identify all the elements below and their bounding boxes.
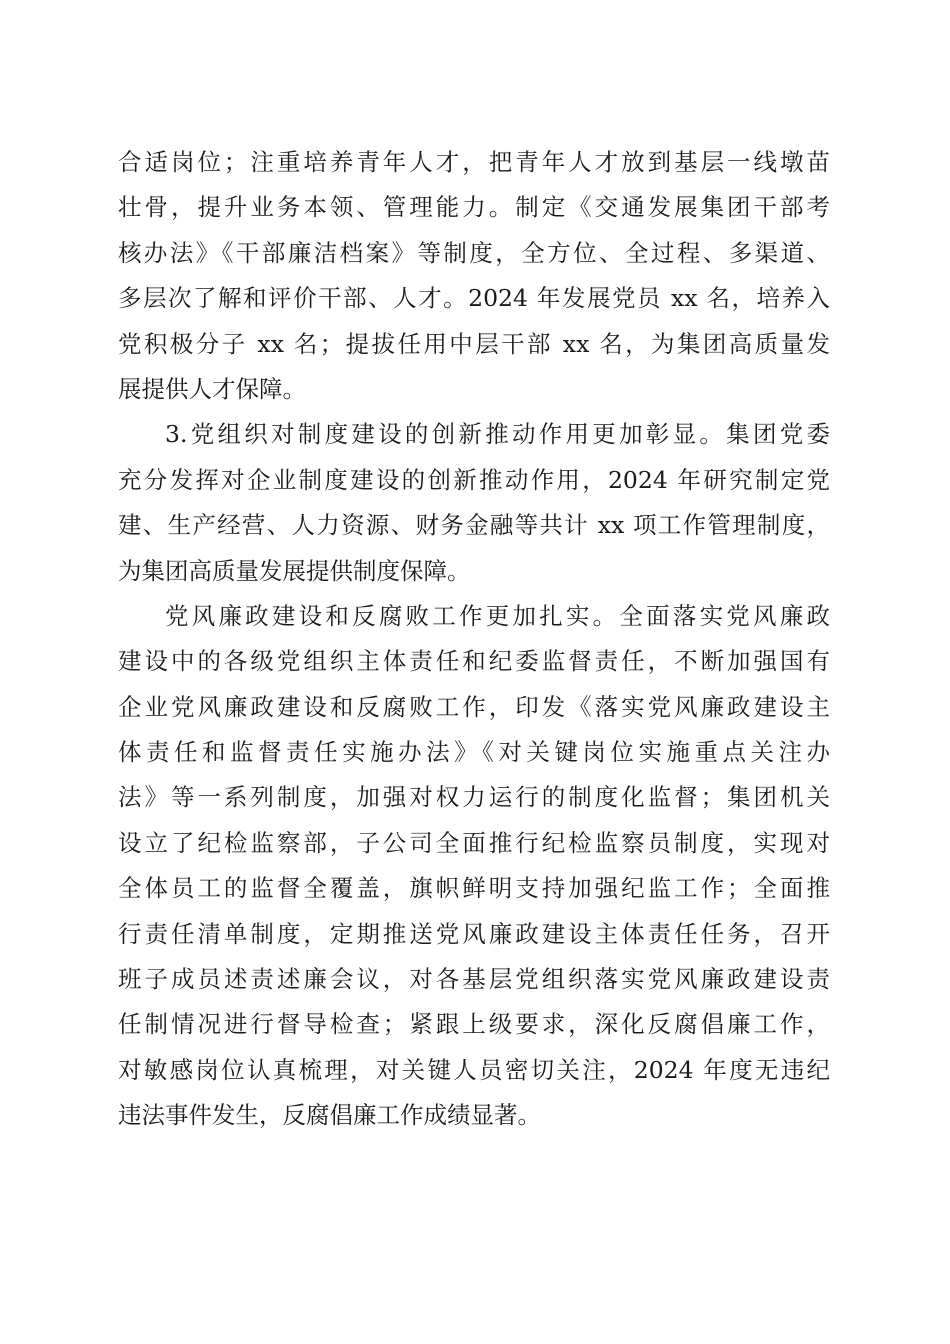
text-line: 建、生产经营、人力资源、财务金融等共计 xx 项工作管理制度， [118,511,830,540]
text-line: 充分发挥对企业制度建设的创新推动作用，2024 年研究制定党 [118,465,830,494]
text-line: 壮骨，提升业务本领、管理能力。制定《交通发展集团干部考 [118,193,830,222]
text-line: 为集团高质量发展提供制度保障。 [118,556,471,585]
text-line: 党积极分子 xx 名；提拔任用中层干部 xx 名，为集团高质量发 [118,329,830,358]
text-line: 企业党风廉政建设和反腐败工作，印发《落实党风廉政建设主 [118,692,830,721]
paragraph-anti-corruption [118,594,830,1139]
text-line: 多层次了解和评价干部、人才。2024 年发展党员 xx 名，培养入 [118,284,830,313]
text-line: 任制情况进行督导检查；紧跟上级要求，深化反腐倡廉工作， [118,1010,830,1039]
text-line: 法》等一系列制度，加强对权力运行的制度化监督；集团机关 [118,783,830,812]
text-line: 班子成员述责述廉会议，对各基层党组织落实党风廉政建设责 [118,965,830,994]
text-line: 对敏感岗位认真梳理，对关键人员密切关注，2024 年度无违纪 [118,1055,830,1084]
text-line: 建设中的各级党组织主体责任和纪委监督责任，不断加强国有 [118,647,830,676]
text-line: 行责任清单制度，定期推送党风廉政建设主体责任任务，召开 [118,919,830,948]
paragraph-system-building [118,412,830,594]
text-line: 违法事件发生，反腐倡廉工作成绩显著。 [118,1101,541,1130]
text-line: 合适岗位；注重培养青年人才，把青年人才放到基层一线墩苗 [118,148,830,176]
text-line: 设立了纪检监察部，子公司全面推行纪检监察员制度，实现对 [118,828,830,857]
paragraph-talent-cultivation [118,140,830,412]
text-line: 核办法》《干部廉洁档案》等制度，全方位、全过程、多渠道、 [118,238,830,267]
text-line: 展提供人才保障。 [118,374,306,403]
text-line: 全体员工的监督全覆盖，旗帜鲜明支持加强纪监工作；全面推 [118,874,830,903]
text-line: 3.党组织对制度建设的创新推动作用更加彰显。集团党委 [165,420,830,449]
text-line: 体责任和监督责任实施办法》《对关键岗位实施重点关注办 [118,738,830,767]
text-line: 党风廉政建设和反腐败工作更加扎实。全面落实党风廉政 [165,601,830,630]
document-page [118,140,830,1139]
